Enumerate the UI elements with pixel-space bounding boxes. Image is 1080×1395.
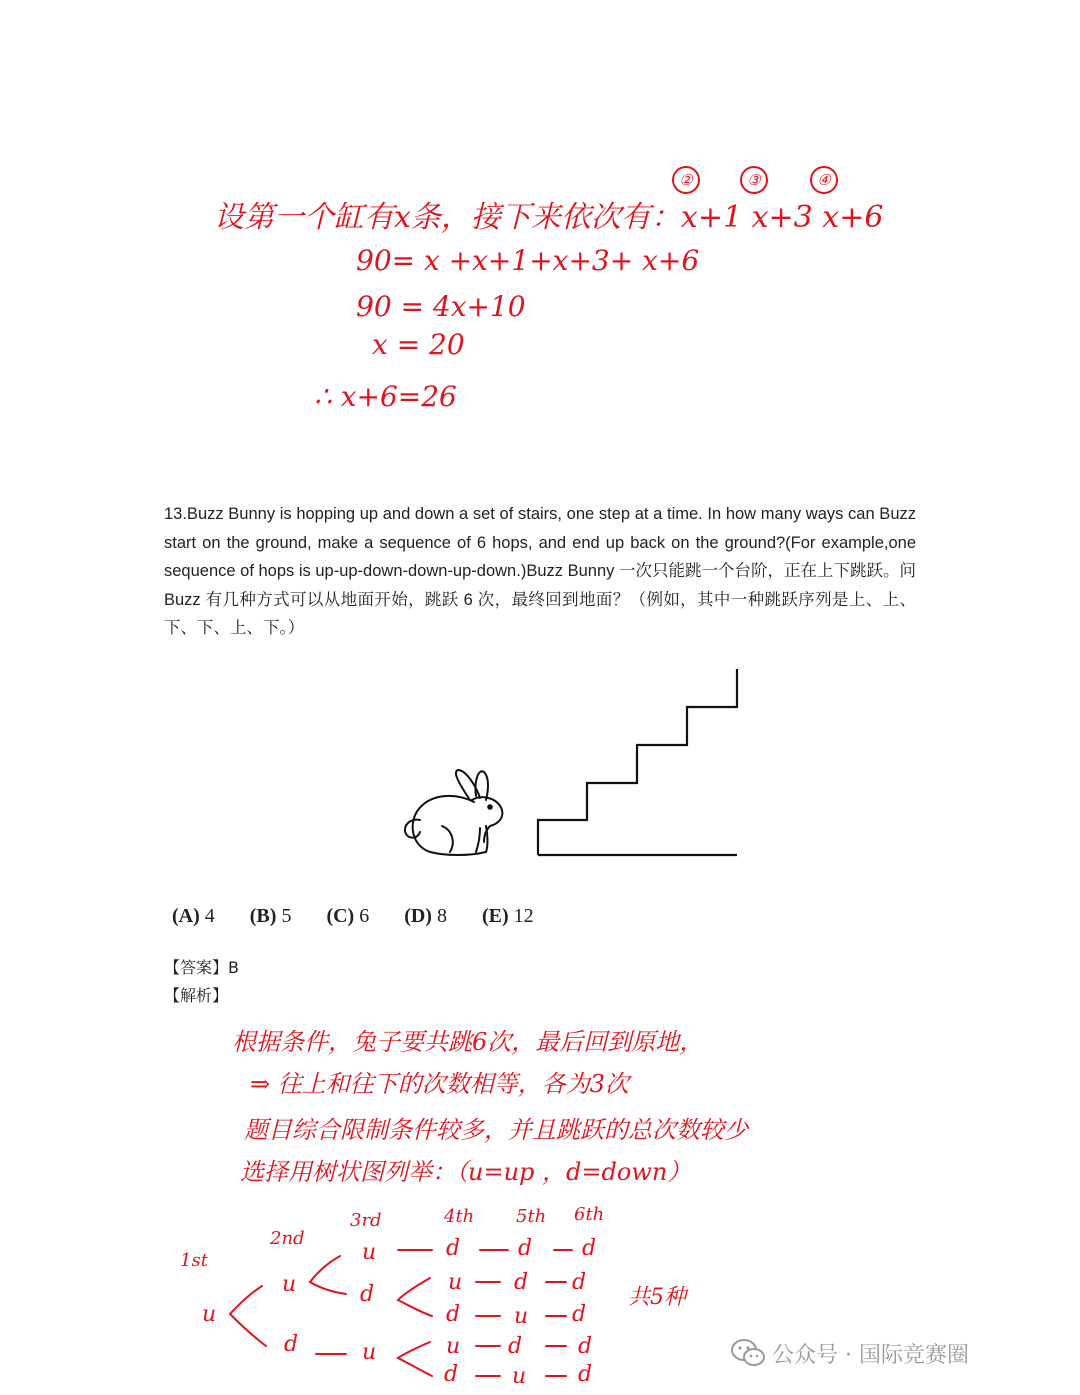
problem-text-zh: Buzz Bunny 一次只能跳一个台阶，正在上下跳跃。问 Buzz 有几种方式可以从地面开始，跳跃 6 次，最终回到地面？（例如，其中一种跳跃序列是上、上、下、下、上、下。）: [164, 562, 916, 637]
tree-node-4th-u-c: u: [446, 1334, 461, 1359]
analysis-line-2: ⇒ 往上和往下的次数相等，各为3次: [250, 1070, 630, 1098]
equation-2: 90 = 4x+10: [356, 290, 526, 323]
tree-header-5th: 5th: [516, 1206, 547, 1227]
tree-node-5th-d-c: d: [508, 1334, 523, 1359]
answer-value: B: [228, 958, 239, 977]
circled-mark-2: ②: [672, 166, 700, 194]
answer-label: 【答案】: [164, 958, 229, 977]
tree-header-4th: 4th: [444, 1206, 475, 1227]
equation-4: ∴ x+6=26: [314, 380, 457, 413]
tree-header-6th: 6th: [574, 1204, 605, 1225]
problem-text-en: 13.Buzz Bunny is hopping up and down a set of stairs, one step at a time. In how many ways can Buzz start on the ground, make a sequence of 6 hops, and end up back on the ground?(For example,one sequence of hops is up-up-down-down-up-down.): [164, 505, 916, 580]
tree-node-5th-d: d: [518, 1236, 533, 1261]
analysis-line-4: 选择用树状图列举：（u=up ，d=down）: [240, 1158, 692, 1186]
tree-header-2nd: 2nd: [270, 1228, 305, 1249]
circled-mark-4: ④: [810, 166, 838, 194]
tree-header-1st: 1st: [180, 1250, 208, 1271]
tree-node-6th-d-a: d: [572, 1270, 587, 1295]
tree-node-2nd-u: u: [282, 1272, 297, 1297]
tree-total: 共5种: [628, 1285, 686, 1310]
tree-node-4th-d-d: d: [444, 1362, 459, 1387]
tree-node-2nd-d: d: [284, 1332, 299, 1357]
choice-b: (B) 5: [249, 905, 292, 927]
tree-node-6th-d-c: d: [578, 1334, 593, 1359]
tree-root: u: [202, 1302, 217, 1327]
wechat-icon: [730, 1338, 766, 1368]
tree-node-4th-d-b: d: [446, 1302, 461, 1327]
solution-line-1: 设第一个缸有x条，接下来依次有：x+1 x+3 x+6: [214, 200, 884, 235]
tree-node-6th-d-d: d: [578, 1362, 593, 1387]
tree-node-5th-u-b: u: [514, 1304, 529, 1329]
tree-node-6th-d-b: d: [572, 1302, 587, 1327]
tree-node-3rd-d: d: [360, 1282, 375, 1307]
tree-node-6th-d: d: [582, 1236, 597, 1261]
analysis-label: 【解析】: [164, 986, 229, 1005]
choice-d: (D) 8: [404, 905, 447, 927]
watermark: [730, 1336, 969, 1370]
choice-a: (A) 4: [172, 905, 215, 927]
tree-node-4th-u-a: u: [448, 1270, 463, 1295]
tree-node-3rd-u: u: [362, 1240, 377, 1265]
choice-e: (E) 12: [481, 905, 534, 927]
tree-node-3rd-u-lower: u: [362, 1340, 377, 1365]
tree-node-5th-d-a: d: [514, 1270, 529, 1295]
tree-node-4th-d: d: [446, 1236, 461, 1261]
analysis-line-3: 题目综合限制条件较多，并且跳跃的总次数较少: [244, 1116, 748, 1144]
watermark-text: 公众号 · 国际竞赛圈: [772, 1342, 969, 1368]
equation-3: x = 20: [372, 328, 465, 361]
analysis-line-1: 根据条件，兔子要共跳6次，最后回到原地，: [232, 1028, 704, 1056]
choice-c: (C) 6: [326, 905, 370, 927]
tree-header-3rd: 3rd: [350, 1210, 382, 1231]
equation-1: 90= x +x+1+x+3+ x+6: [356, 244, 700, 277]
tree-node-5th-u-d: u: [512, 1364, 527, 1389]
circled-mark-3: ③: [740, 166, 768, 194]
